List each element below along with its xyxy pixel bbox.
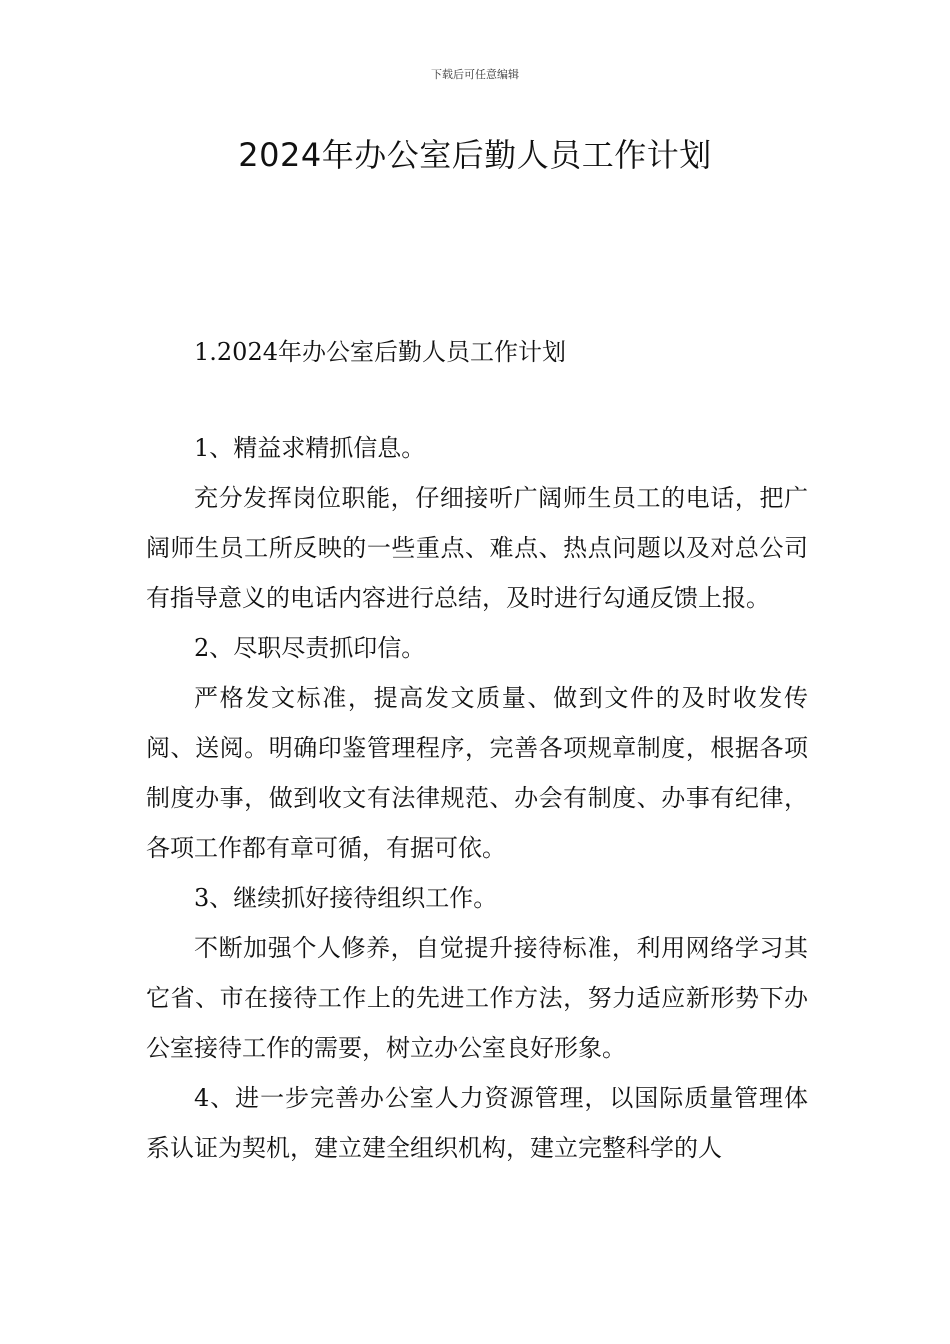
paragraph-2: 严格发文标准，提高发文质量、做到文件的及时收发传阅、送阅。明确印鉴管理程序，完善各项规章制度，根据各项制度办事，做到收文有法律规范、办会有制度、办事有纪律，各项工作都有章可循，有据可依。: [146, 684, 808, 862]
item-heading-3: 3、继续抓好接待组织工作。: [194, 884, 498, 912]
paragraph-4: 4、进一步完善办公室人力资源管理，以国际质量管理体系认证为契机，建立建全组织机构，建立完整科学的人: [146, 1084, 808, 1162]
header-note: 下载后可任意编辑: [431, 68, 519, 81]
document-title: 2024年办公室后勤人员工作计划: [238, 136, 712, 174]
document-body: [146, 423, 808, 1173]
item-heading-2: 2、尽职尽责抓印信。: [194, 634, 426, 662]
item-heading-1: 1、精益求精抓信息。: [194, 434, 426, 462]
section-heading: 1.2024年办公室后勤人员工作计划: [194, 338, 566, 366]
paragraph-1: 充分发挥岗位职能，仔细接听广阔师生员工的电话，把广阔师生员工所反映的一些重点、难点、热点问题以及对总公司有指导意义的电话内容进行总结，及时进行勾通反馈上报。: [146, 484, 808, 612]
paragraph-3: 不断加强个人修养，自觉提升接待标准，利用网络学习其它省、市在接待工作上的先进工作方法，努力适应新形势下办公室接待工作的需要，树立办公室良好形象。: [146, 934, 808, 1062]
